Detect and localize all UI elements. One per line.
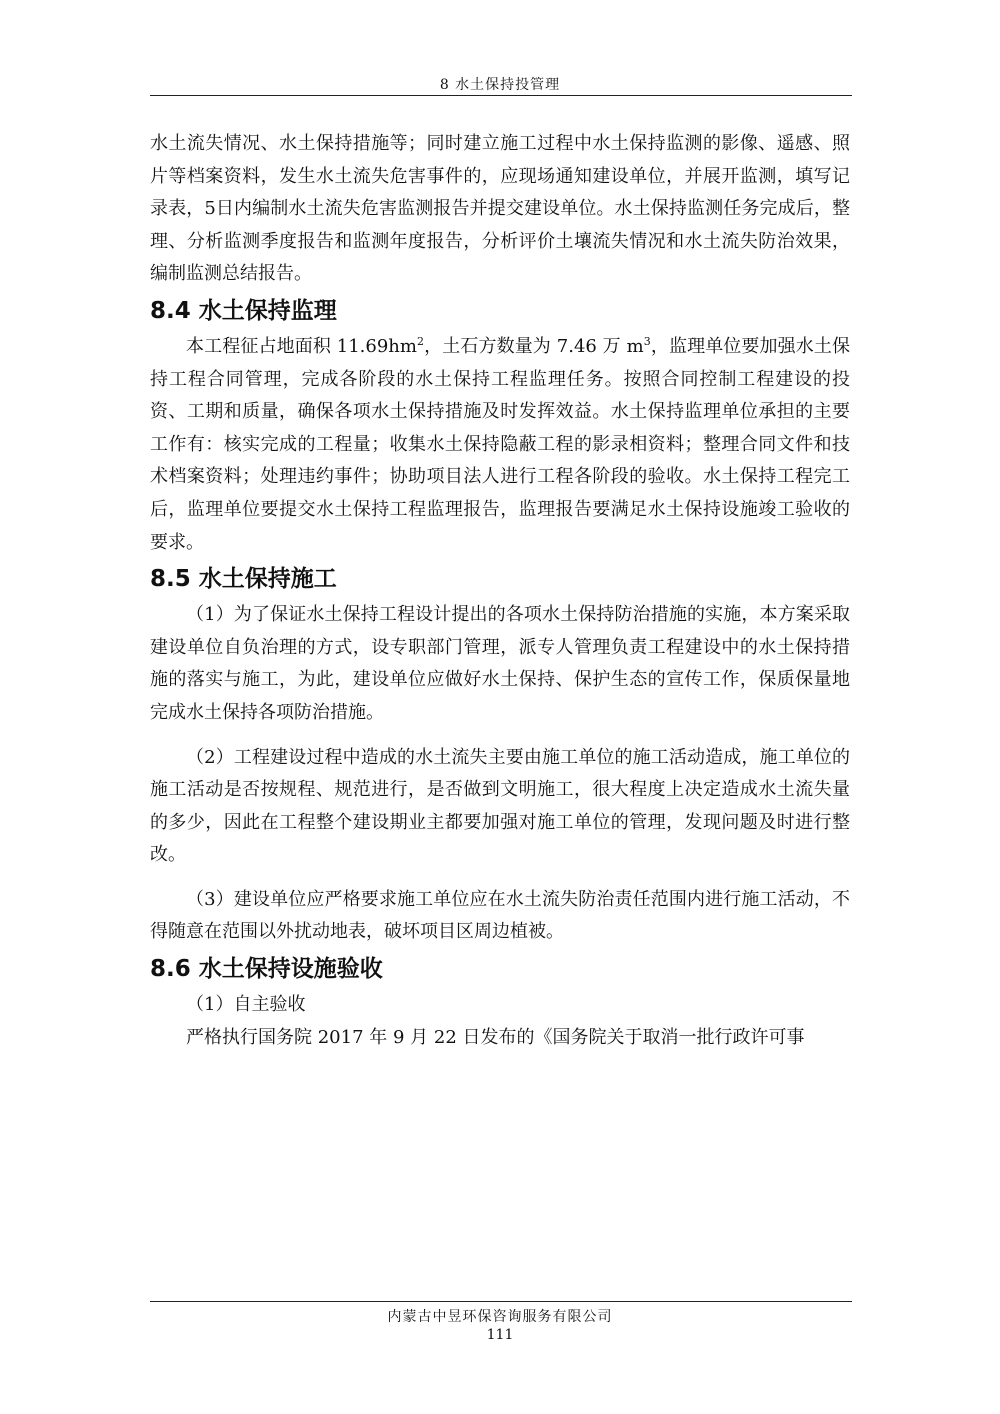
section-8-5-item-2: （2）工程建设过程中造成的水土流失主要由施工单位的施工活动造成，施工单位的施工活动是否按规程、规范进行，是否做到文明施工，很大程度上决定造成水土流失量的多少，因此在工程整个建设期业主都要加强对施工单位的管理，发现问题及时进行整改。: [150, 746, 850, 866]
section-8-6-paragraph: 严格执行国务院 2017 年 9 月 22 日发布的《国务院关于取消一批行政许可事: [186, 1026, 805, 1048]
header-rule: [150, 95, 852, 96]
section-8-6-item-1: （1）自主验收: [186, 994, 306, 1016]
area-unit-superscript: 2: [416, 334, 424, 348]
section-8-5-item-1: （1）为了保证水土保持工程设计提出的各项水土保持防治措施的实施，本方案采取建设单位自负治理的方式，设专职部门管理，派专人管理负责工程建设中的水土保持措施的落实与施工，为此，建设单位应做好水土保持、保护生态的宣传工作，保质保量地完成水土保持各项防治措施。: [150, 604, 850, 723]
section-8-3-continuation: 水土流失情况、水土保持措施等；同时建立施工过程中水土保持监测的影像、遥感、照片等档案资料，发生水土流失危害事件的，应现场通知建设单位，并展开监测，填写记录表，5日内编制水土流失危害监测报告并提交建设单位。水土保持监测任务完成后，整理、分析监测季度报告和监测年度报告，分析评价土壤流失情况和水土流失防治效果，编制监测总结报告。: [150, 133, 850, 285]
footer-rule: [150, 1301, 852, 1302]
s84-text-a: 本工程征占地面积 11.69hm: [186, 335, 417, 357]
page-header-title: 8 水土保持投管理: [439, 77, 561, 93]
section-8-5-item-3: （3）建设单位应严格要求施工单位应在水土流失防治责任范围内进行施工活动，不得随意在范围以外扰动地表，破坏项目区周边植被。: [150, 888, 850, 943]
section-8-4-heading: 8.4 水土保持监理: [150, 297, 337, 324]
section-8-6-heading: 8.6 水土保持设施验收: [150, 956, 383, 983]
s84-text-b: ，土石方数量为 7.46 万 m: [423, 335, 644, 357]
volume-unit-superscript: 3: [643, 334, 651, 348]
section-8-4-paragraph: [150, 331, 850, 559]
page-body: [150, 128, 850, 1054]
s84-text-c: ，监理单位要加强水土保持工程合同管理，完成各阶段的水土保持工程监理任务。按照合同控制工程建设的投资、工期和质量，确保各项水土保持措施及时发挥效益。水土保持监理单位承担的主要工作有：核实完成的工程量；收集水土保持隐蔽工程的影录相资料；整理合同文件和技术档案资料；处理违约事件；协助项目法人进行工程各阶段的验收。水土保持工程完工后，监理单位要提交水土保持工程监理报告，监理报告要满足水土保持设施竣工验收的要求。: [150, 335, 851, 553]
section-8-5-heading: 8.5 水土保持施工: [150, 566, 337, 593]
footer-company-name: 内蒙古中昱环保咨询服务有限公司: [387, 1309, 613, 1325]
page-number: 111: [486, 1327, 514, 1343]
